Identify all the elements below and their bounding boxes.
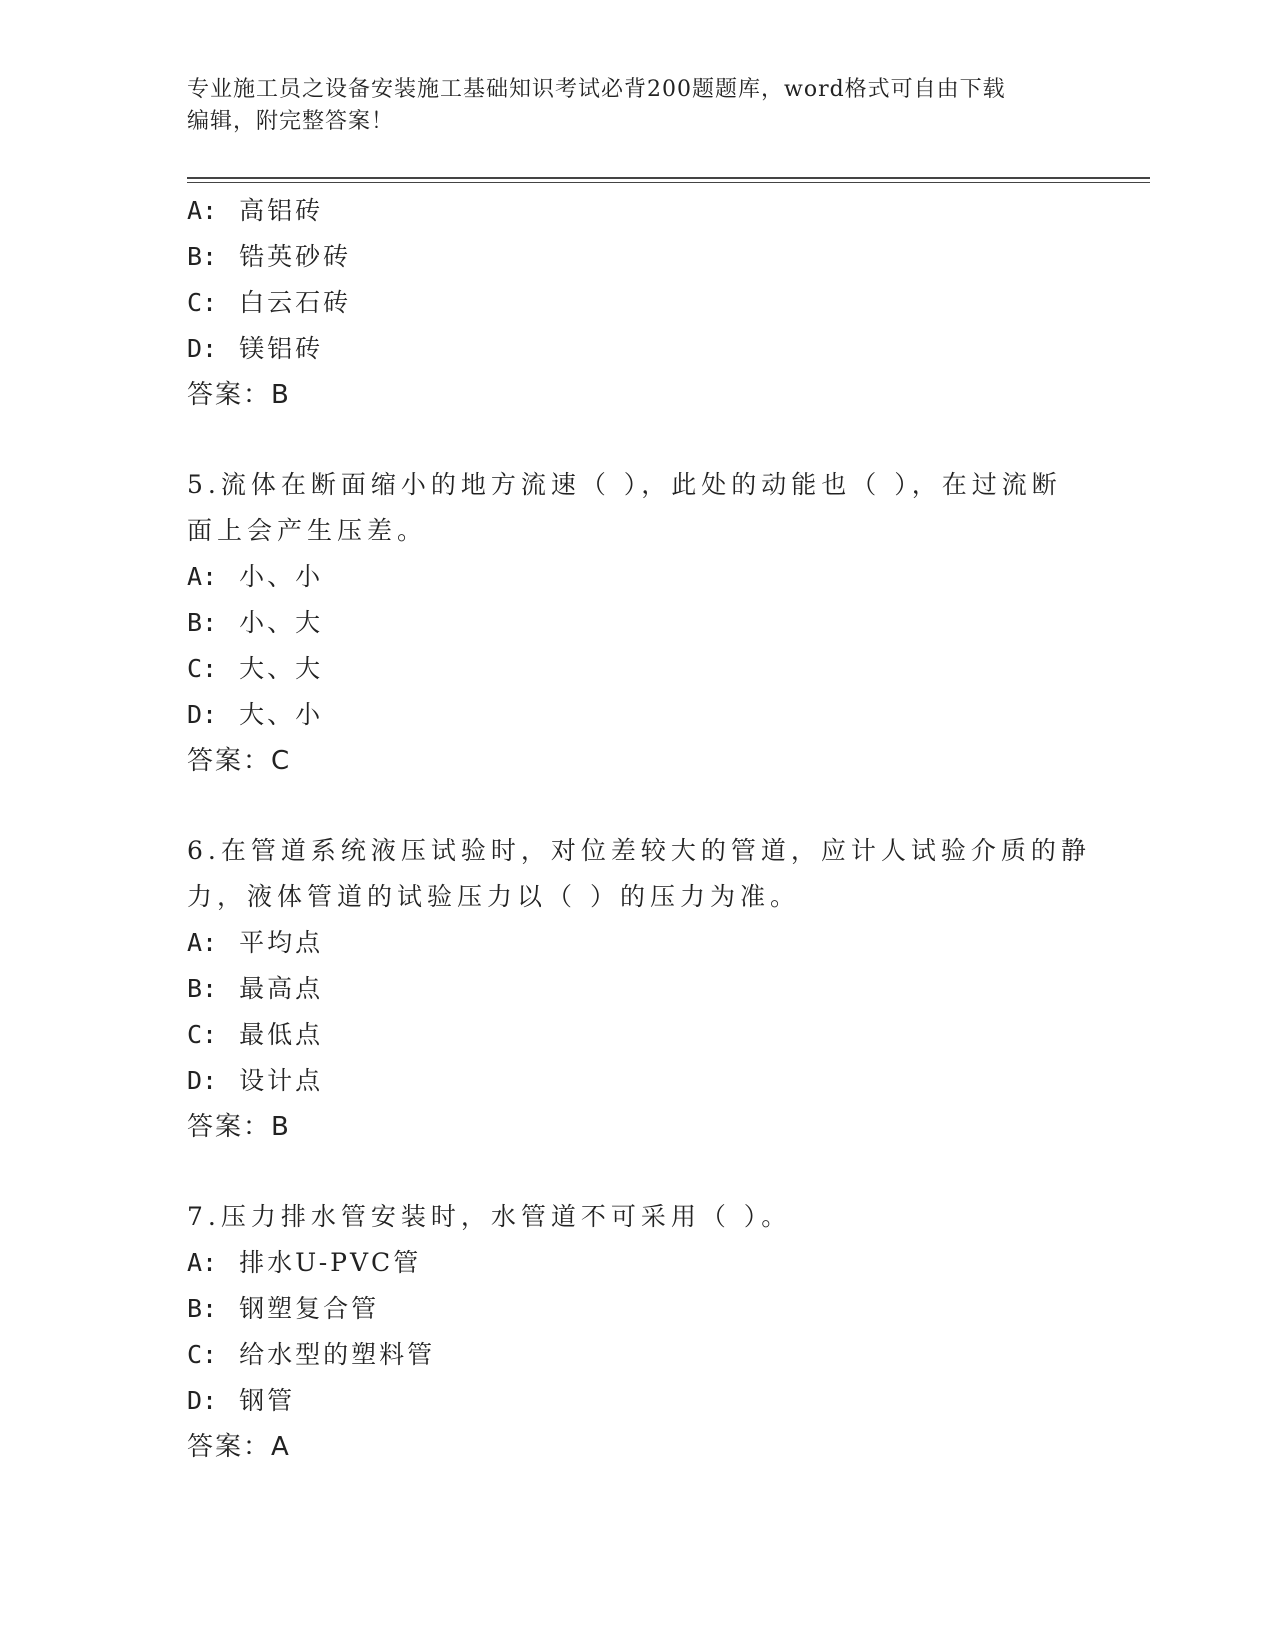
question-5-options bbox=[187, 554, 1087, 784]
option-key: C: bbox=[187, 288, 218, 317]
option-key: A: bbox=[187, 196, 218, 225]
option-key: B: bbox=[187, 974, 218, 1003]
option-a bbox=[187, 920, 1087, 966]
option-b bbox=[187, 1286, 1087, 1332]
option-text: 平均点 bbox=[239, 928, 324, 957]
option-text: 小、大 bbox=[239, 608, 324, 637]
option-c bbox=[187, 1012, 1087, 1058]
document-header bbox=[187, 74, 1067, 138]
block-spacer bbox=[187, 418, 1087, 462]
option-text: 镁铝砖 bbox=[239, 334, 324, 363]
option-key: D: bbox=[187, 334, 218, 363]
block-spacer bbox=[187, 784, 1087, 828]
option-text: 小、小 bbox=[239, 562, 324, 591]
option-key: A: bbox=[187, 928, 218, 957]
option-key: A: bbox=[187, 1248, 218, 1277]
header-title-line-1: 专业施工员之设备安装施工基础知识考试必背200题题库，word格式可自由下载 bbox=[187, 77, 1006, 102]
option-c bbox=[187, 280, 1087, 326]
option-a bbox=[187, 1240, 1087, 1286]
option-key: D: bbox=[187, 1066, 218, 1095]
question-list bbox=[187, 188, 1091, 1470]
option-text: 设计点 bbox=[239, 1066, 324, 1095]
option-key: C: bbox=[187, 654, 218, 683]
option-d bbox=[187, 326, 1087, 372]
option-key: B: bbox=[187, 1294, 218, 1323]
option-key: B: bbox=[187, 608, 218, 637]
option-c bbox=[187, 646, 1087, 692]
header-rule-thin bbox=[187, 182, 1150, 183]
option-text: 最低点 bbox=[239, 1020, 324, 1049]
option-text: 钢塑复合管 bbox=[239, 1294, 380, 1323]
option-text: 排水U-PVC管 bbox=[239, 1248, 422, 1277]
question-text-line-1: 7.压力排水管安装时，水管道不可采用（ ）。 bbox=[187, 1202, 792, 1231]
question-text-line-2: 力，液体管道的试验压力以（ ）的压力为准。 bbox=[187, 882, 800, 911]
question-6-options bbox=[187, 920, 1087, 1150]
option-key: A: bbox=[187, 562, 218, 591]
question-block-7 bbox=[187, 1194, 1087, 1240]
option-text: 给水型的塑料管 bbox=[239, 1340, 436, 1369]
option-b bbox=[187, 234, 1087, 280]
question-text-line-1: 6.在管道系统液压试验时，对位差较大的管道，应计人试验介质的静 bbox=[187, 836, 1091, 865]
answer-line: 答案：C bbox=[187, 746, 292, 776]
option-d bbox=[187, 1378, 1087, 1424]
header-rule-thick bbox=[187, 177, 1150, 179]
question-7-options bbox=[187, 1240, 1087, 1470]
option-a bbox=[187, 554, 1087, 600]
question-block-4 bbox=[187, 188, 1087, 418]
option-text: 白云石砖 bbox=[239, 288, 352, 317]
question-block-5 bbox=[187, 462, 1087, 554]
option-key: D: bbox=[187, 1386, 218, 1415]
option-text: 钢管 bbox=[239, 1386, 296, 1415]
option-a bbox=[187, 188, 1087, 234]
block-spacer bbox=[187, 1150, 1087, 1194]
option-text: 锆英砂砖 bbox=[239, 242, 352, 271]
option-text: 大、小 bbox=[239, 700, 324, 729]
option-text: 大、大 bbox=[239, 654, 324, 683]
answer-line: 答案：B bbox=[187, 380, 291, 410]
answer-line: 答案：B bbox=[187, 1112, 291, 1142]
option-b bbox=[187, 600, 1087, 646]
header-title-line-2: 编辑，附完整答案！ bbox=[187, 109, 395, 134]
option-key: C: bbox=[187, 1020, 218, 1049]
option-key: B: bbox=[187, 242, 218, 271]
option-d bbox=[187, 1058, 1087, 1104]
answer-line: 答案：A bbox=[187, 1432, 291, 1462]
question-block-6 bbox=[187, 828, 1091, 920]
option-b bbox=[187, 966, 1087, 1012]
option-key: C: bbox=[187, 1340, 218, 1369]
option-d bbox=[187, 692, 1087, 738]
option-text: 高铝砖 bbox=[239, 196, 324, 225]
option-text: 最高点 bbox=[239, 974, 324, 1003]
question-text-line-2: 面上会产生压差。 bbox=[187, 516, 428, 545]
question-text-line-1: 5.流体在断面缩小的地方流速（ ），此处的动能也（ ），在过流断 bbox=[187, 470, 1062, 499]
option-key: D: bbox=[187, 700, 218, 729]
option-c bbox=[187, 1332, 1087, 1378]
